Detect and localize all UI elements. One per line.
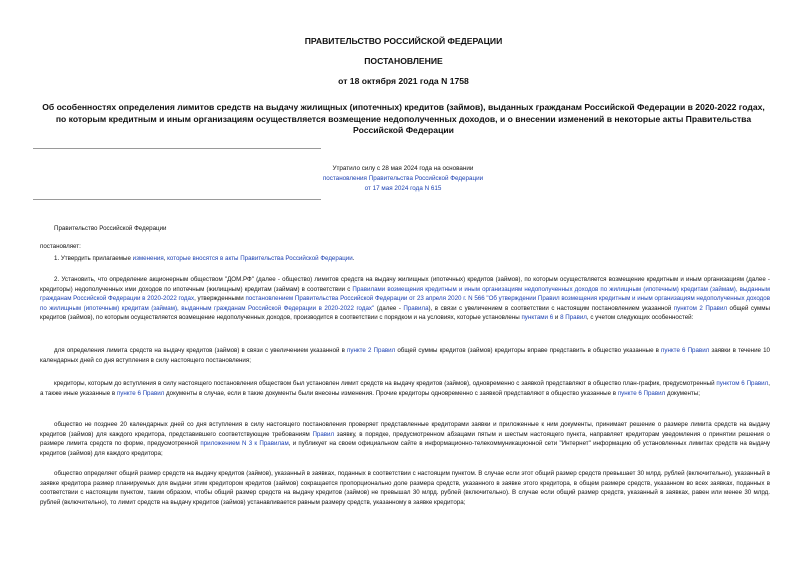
link-rules-compensation[interactable]: Правилами возмещения кредитным и иным организациям недополученных доходов по жилищным (ипотечным) кредитам (займам), выданным гражданам Российской Федерации в 2020-2022 годах (40, 285, 770, 302)
paragraph-2 (40, 275, 770, 323)
government-line-text: Правительство Российской Федерации (54, 225, 167, 232)
government-heading: ПРАВИТЕЛЬСТВО РОССИЙСКОЙ ФЕДЕРАЦИИ (304, 36, 503, 46)
link-rules-requirements[interactable]: Правил (312, 430, 335, 438)
link-rules-item-8[interactable]: 8 Правил (560, 314, 587, 321)
government-line (40, 224, 770, 234)
paragraph-5-text-end: , и публикует на своем официальном сайте в информационно-телекоммуникационной сети "Интернет" информацию об установленных лимитах средств на выдачу кредитов (займов) для каждого кредитора; (40, 440, 771, 457)
paragraph-2-text-order: общей суммы кредитов (займов), по которым осуществляется возмещение недополученных доходов, производится в соответствии с порядком и на условиях, которые установлены (40, 304, 771, 321)
link-appendix-3[interactable]: приложением N 3 к Правилам (200, 440, 289, 447)
link-item-6-rules-a[interactable]: пунктом 6 Правил (716, 380, 769, 387)
paragraph-4-text-end: документы; (665, 389, 700, 397)
paragraph-2-text-and: и (553, 314, 561, 321)
paragraph-1-text-comma: , (163, 255, 168, 262)
paragraph-2-text-hereinafter: (далее - (374, 304, 404, 312)
paragraph-2-text-increase: ), в связи с увеличением в соответствии с настоящим постановлением указанной (428, 304, 674, 312)
repeal-note (300, 164, 506, 194)
divider-top (33, 148, 321, 149)
paragraph-4 (40, 379, 770, 398)
link-rules-item-2[interactable]: пунктом 2 Правил (673, 304, 728, 312)
document-type: ПОСТАНОВЛЕНИЕ (364, 56, 443, 66)
paragraph-1-text-end: . (352, 255, 355, 262)
document-date-number: от 18 октября 2021 года N 1758 (338, 76, 469, 86)
resolves-line-text: постановляет: (40, 243, 81, 250)
paragraph-1 (40, 254, 770, 264)
paragraph-1-text: 1. Утвердить прилагаемые (54, 255, 133, 262)
paragraph-3 (40, 346, 770, 365)
link-item-6-rules-c[interactable]: пункте 6 Правил (617, 389, 666, 397)
link-acts[interactable]: которые вносятся в акты Правительства Российской Федерации (167, 255, 353, 262)
repeal-note-link[interactable]: постановления Правительства Российской Федерации (322, 175, 484, 182)
repeal-note-link-date[interactable]: от 17 мая 2024 года N 615 (364, 185, 442, 192)
link-resolution-566[interactable]: постановлением Правительства Российской Федерации от 23 апреля 2020 г. N 566 "Об утверждении Правил возмещения кредитным и иным организациям недополученных доходов по жилищным (ипотечным) кредитам (займам), выданным гражданам Российской Федерации в 2020-2022 годах" (40, 295, 770, 312)
paragraph-3-text-mid: общей суммы кредитов (займов) кредиторы вправе представить в общество указанные в (395, 347, 662, 354)
paragraph-5-text: общество не позднее 20 календарных дней со дня вступления в силу настоящего постановления проверяет представленные кредиторами заявки и приложенные к ним документы, принимает решение о размере лимита средств на выдачу кредитов (займов) для каждого кредитора, представившего соответствующие требованиям (40, 421, 770, 438)
paragraph-5-text-mid: заявку, в порядке, предусмотренном абзацами пятым и шестым настоящего пункта, направляет кредиторам уведомления о принятии решения о размере лимита средств по форме, предусмотренной (40, 430, 770, 447)
paragraph-3-text-end: заявки в течение 10 календарных дней со дня вступления в силу настоящего постановления; (40, 347, 770, 364)
paragraph-3-text: для определения лимита средств на выдачу кредитов (займов) в связи с увеличением указанной в (54, 347, 348, 354)
paragraph-6 (40, 469, 770, 507)
link-rules-item-6[interactable]: пунктами 6 (521, 314, 554, 321)
document-title: Об особенностях определения лимитов средств на выдачу жилищных (ипотечных) кредитов (займов), выданных гражданам Российской Федерации в 2020-2022 годах, по которым кредитным и иным организациям осуществляется возмещение недополученных доходов, и о внесении изменений в некоторые акты Правительства Российской Федерации (42, 102, 765, 135)
paragraph-6-text: общество определяет общий размер средств на выдачу кредитов (займов), указанный в заявках, поданных в соответствии с настоящим пунктом. В случае если этот общий размер средств превышает 30 млрд. рублей (включительно), указанный в заявке кредитора размер планируемых для выдачи этим кредитором кредитов (займов) сокращается пропорционально доле размера средств, указанного в заявке этого кредитора, в общем размере средств, указанном во всех заявках, поданных в соответствии с настоящим пунктом, таким образом, чтобы общий размер средств на выдачу кредитов (займов) не превышал 30 млрд. рублей (включительно). В случае если общий размер средств, указанный в заявках, равен или менее 30 млрд. рублей (включительно), то лимит средств на выдачу кредитов (займов) устанавливается равным размеру средств, указанному в заявке кредитора; (40, 470, 770, 506)
link-rules[interactable]: Правила (403, 304, 429, 312)
repeal-note-text: Утратило силу с 28 мая 2024 года на основании (332, 165, 474, 172)
paragraph-2-text-approved: , утвержденными (194, 295, 246, 302)
link-item-2-rules[interactable]: пункте 2 Правил (347, 347, 396, 354)
paragraph-4-text-also: , а также иные указанные в (40, 380, 770, 397)
link-changes[interactable]: изменения (132, 255, 164, 262)
resolves-line (40, 242, 770, 252)
paragraph-4-text: кредиторы, которым до вступления в силу настоящего постановления обществом был установлен лимит средств на выдачу кредитов (займов), одновременно с заявкой представляют в общество план-график, предусмотренный (54, 380, 717, 387)
divider-bottom (33, 199, 321, 200)
paragraph-4-text-mid: документы в случае, если в такие документы были внесены изменения. Прочие кредиторы одновременно с заявкой представляют в общество указанные в (164, 389, 618, 397)
link-item-6-rules-b[interactable]: пункте 6 Правил (116, 389, 165, 397)
paragraph-2-text-end: , с учетом следующих особенностей: (586, 314, 694, 321)
paragraph-2-text: 2. Установить, что определение акционерным обществом "ДОМ.РФ" (далее - общество) лимитов средств на выдачу жилищных (ипотечных) кредитов (займов), по которым осуществляется возмещение кредитным и иным организациям (далее - кредиторы) недополученных ими доходов по ипотечным (жилищным) кредитам (займам) в соответствии с (40, 276, 770, 293)
paragraph-5 (40, 420, 770, 458)
link-item-6-rules[interactable]: пункте 6 Правил (661, 347, 710, 354)
